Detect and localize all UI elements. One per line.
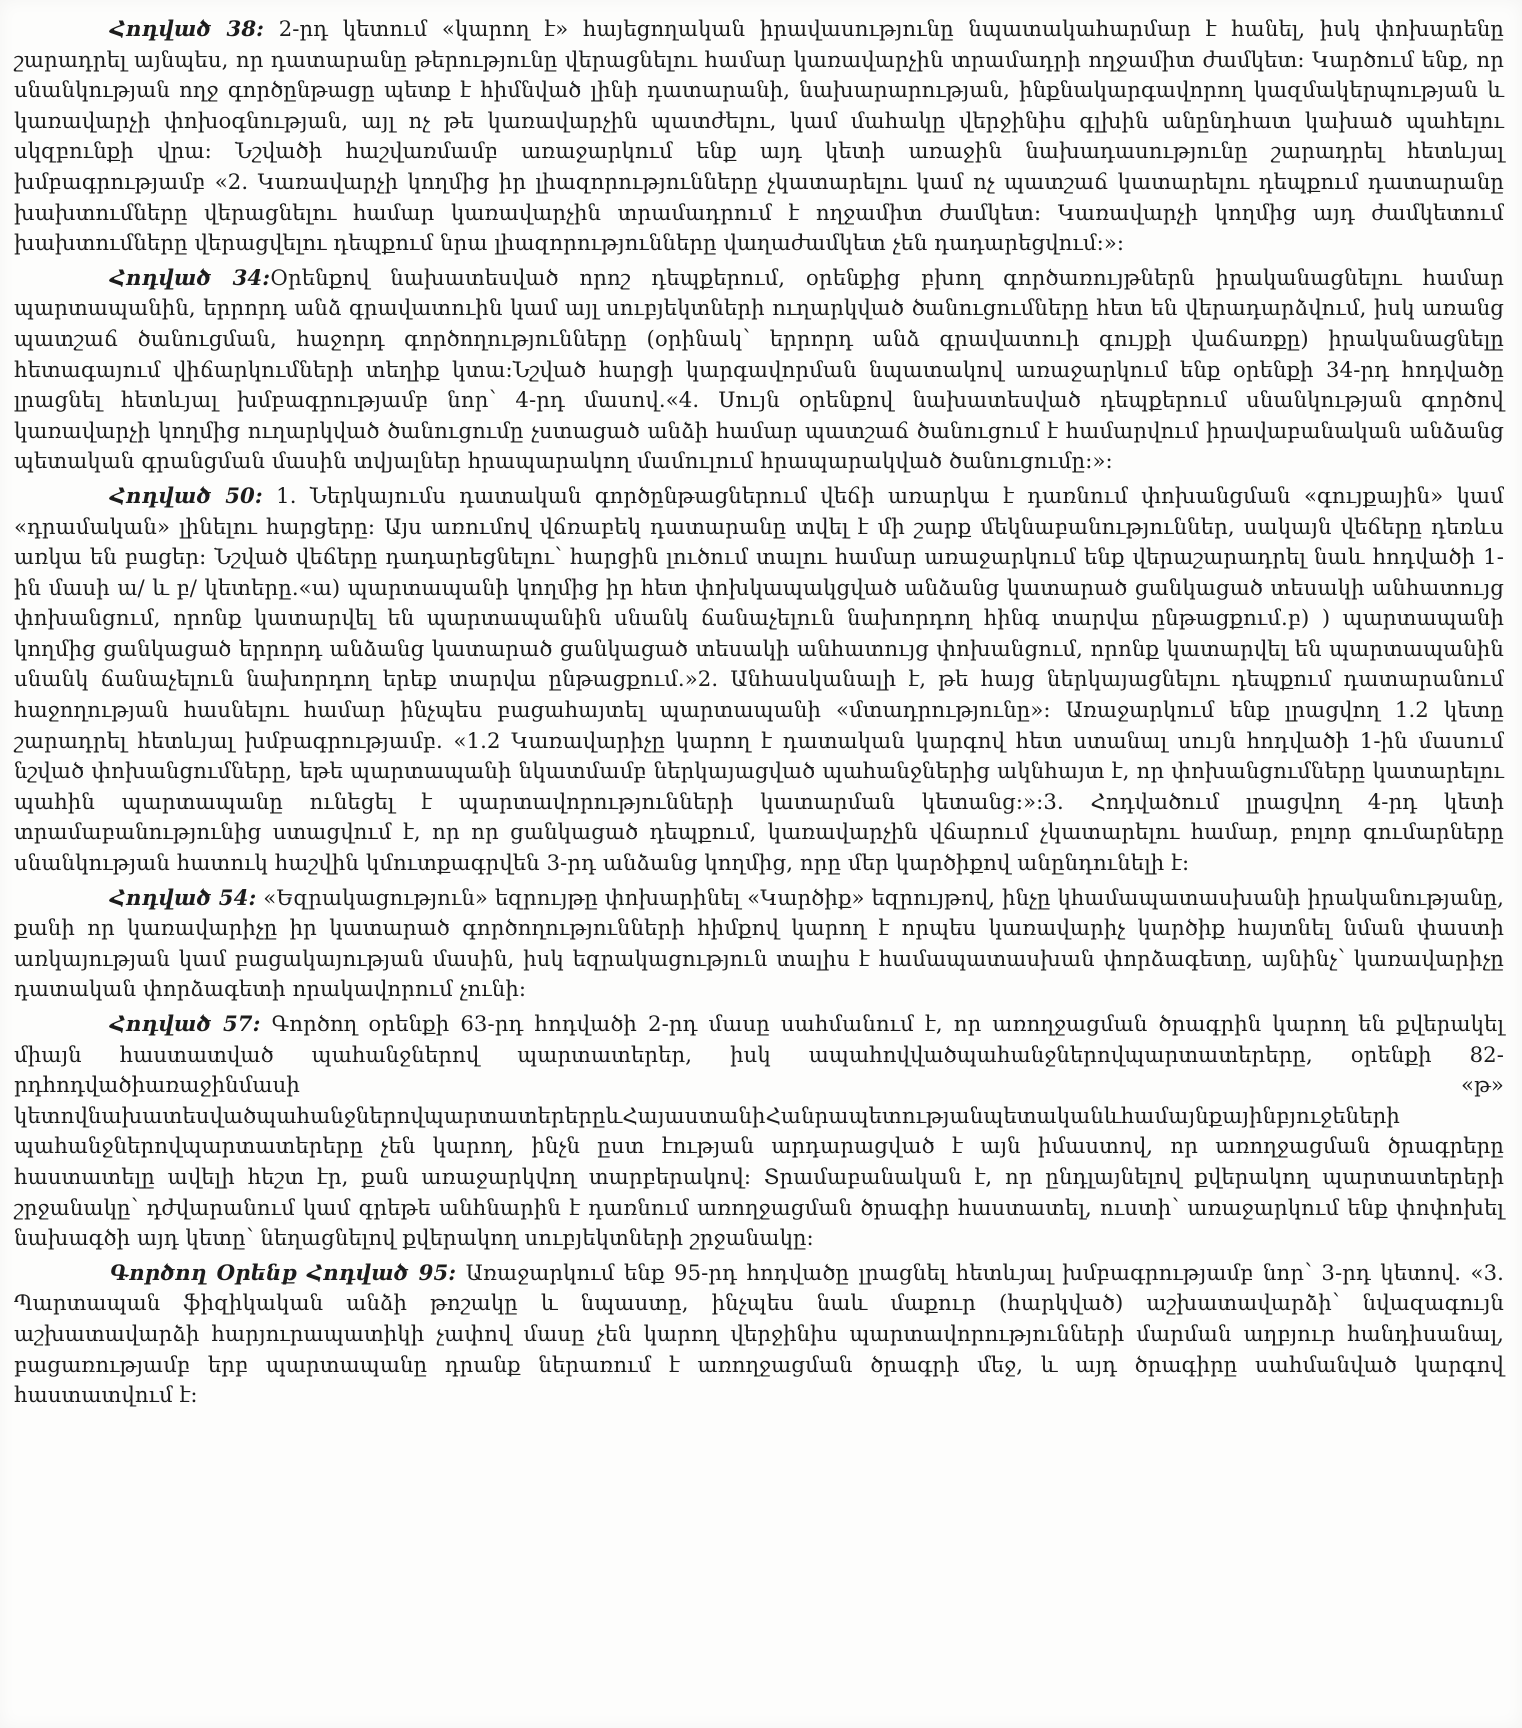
article-heading: Հոդված 54: bbox=[110, 884, 257, 910]
article-38 bbox=[14, 14, 1504, 259]
article-body: Առաջարկում ենք 95-րդ հոդվածը լրացնել հետևյալ խմբագրությամբ նոր՝ 3-րդ կետով. «3. Պարտապան ֆիզիկական անձի թոշակը և նպաստը, ինչպես նաև մաքուր (հարկված) աշխատավարձի՝ նվազագույն աշխատավարձի հարյուրապատիկի չափով մասը չեն կարող վերջինիս պարտավորությունների մարման աղբյուր հանդիսանալ, բացառությամբ երբ պարտապանը դրանք ներառում է առողջացման ծրագրի մեջ, և այդ ծրագիրը սահմանված կարգով հաստատվում է: bbox=[14, 1259, 1504, 1408]
article-54 bbox=[14, 883, 1504, 1005]
article-50 bbox=[14, 481, 1504, 879]
article-heading: Հոդված 34: bbox=[110, 264, 271, 290]
article-body: 2-րդ կետում «կարող է» հայեցողական իրավասությունը նպատակահարմար է հանել, իսկ փոխարենը շարադրել այնպես, որ դատարանը թերությունը վերացնելու համար կառավարչին տրամադրի ողջամիտ ժամկետ: Կարծում ենք, որ սնանկության ողջ գործընթացը պետք է հիմնված լինի դատարանի, նախարարության, ինքնակարգավորող կազմակերպության և կառավարչի փոխօգնության, այլ ոչ թե կառավարչին պատժելու, կամ մահակը վերջինիս գլխին անընդհատ կախած պահելու սկզբունքի վրա: Նշվածի հաշվառմամբ առաջարկում ենք այդ կետի առաջին նախադասությունը շարադրել հետևյալ խմբագրությամբ «2. Կառավարչի կողմից իր լիազորությունները չկատարելու կամ ոչ պատշաճ կատարելու դեպքում դատարանը խախտումները վերացնելու համար կառավարչին տրամադրում է ողջամիտ ժամկետ: Կառավարչի կողմից այդ ժամկետում խախտումները վերացվելու դեպքում նրա լիազորությունները վաղաժամկետ չեն դադարեցվում:»: bbox=[14, 16, 1505, 256]
article-34 bbox=[14, 263, 1504, 477]
document-body bbox=[14, 14, 1504, 1415]
article-body: Օրենքով նախատեսված որոշ դեպքերում, օրենքից բխող գործառույթներն իրականացնելու համար պարտապանին, երրորդ անձ գրավատուին կամ այլ սուբյեկտների ուղարկված ծանուցումները հետ են վերադարձվում, իսկ առանց պատշաճ ծանուցման, հաջորդ գործողությունները (օրինակ՝ երրորդ անձ գրավատուի գույքի վաճառքը) իրականացնելը հետագայում վիճարկումների տեղիք կտա:Նշված հարցի կարգավորման նպատակով առաջարկում ենք օրենքի 34-րդ հոդվածը լրացնել հետևյալ խմբագրությամբ նոր՝ 4-րդ մասով.«4. Սույն օրենքով նախատեսված դեպքերում սնանկության գործով կառավարչի կողմից ուղարկված ծանուցումը չստացած անձի համար պատշաճ ծանուցում է համարվում իրավաբանական անձանց պետական գրանցման մասին տվյալներ հրապարակող մամուլում հրապարակված ծանուցումը:»: bbox=[14, 264, 1505, 474]
article-heading: Գործող Օրենք Հոդված 95: bbox=[110, 1259, 457, 1285]
article-body: 1. Ներկայումս դատական գործընթացներում վեճի առարկա է դառնում փոխանցման «գույքային» կամ «դրամական» լինելու հարցերը: Այս առումով վճռաբեկ դատարանը տվել է մի շարք մեկնաբանություններ, սակայն վեճերը դեռևս առկա են բացեր: Նշված վեճերը դադարեցնելու՝ հարցին լուծում տալու համար առաջարկում ենք վերաշարադրել նաև հոդվածի 1-ին մասի ա/ և բ/ կետերը.«ա) պարտապանի կողմից իր հետ փոխկապակցված անձանց կատարած ցանկացած տեսակի անհատույց փոխանցում, որոնք կատարվել են պարտապանին սնանկ ճանաչելուն նախորդող հինգ տարվա ընթացքում.բ) ) պարտապանի կողմից ցանկացած երրորդ անձանց կատարած ցանկացած տեսակի անհատույց փոխանցում, որոնք կատարվել են պարտապանին սնանկ ճանաչելուն նախորդող երեք տարվա ընթացքում.»2. Անհասկանալի է, թե հայց ներկայացնելու դեպքում դատարանում հաջողության հասնելու համար ինչպես բացահայտել պարտապանի «մտադրությունը»: Առաջարկում ենք լրացվող 1.2 կետը շարադրել հետևյալ խմբագրությամբ. «1.2 Կառավարիչը կարող է դատական կարգով հետ ստանալ սույն հոդվածի 1-ին մասում նշված փոխանցումները, եթե պարտապանի նկատմամբ ներկայացված պահանջներից ակնհայտ է, որ փոխանցումները կատարելու պահին պարտապանը ունեցել է պարտավորությունների կատարման կետանց:»:3. Հոդվածում լրացվող 4-րդ կետի տրամաբանությունից ստացվում է, որ որ ցանկացած դեպքում, կառավարչին վճարում չկատարելու համար, բոլոր գումարները սնանկության հատուկ հաշվին կմուտքագրվեն 3-րդ անձանց կողմից, որը մեր կարծիքով անընդունելի է: bbox=[14, 482, 1504, 876]
article-heading: Հոդված 50: bbox=[110, 482, 263, 508]
article-heading: Հոդված 57: bbox=[110, 1011, 261, 1036]
article-heading: Հոդված 38: bbox=[110, 16, 265, 41]
article-57 bbox=[14, 1009, 1504, 1254]
article-body: «Եզրակացություն» եզրույթը փոխարինել «Կարծիք» եզրույթով, ինչը կհամապատասխանի իրականությանը, քանի որ կառավարիչը իր կատարած գործողությունների հիմքով կարող է որպես կառավարիչ կարծիք հայտնել նման փաստի առկայության կամ բացակայության մասին, իսկ եզրակացություն տալիս է համապատասխան փորձագետը, այնինչ՝ կառավարիչը դատական փորձագետի որակավորում չունի: bbox=[14, 884, 1505, 1002]
article-body: Գործող օրենքի 63-րդ հոդվածի 2-րդ մասը սահմանում է, որ առողջացման ծրագրին կարող են քվերակել միայն հաստատված պահանջներով պարտատերեր, իսկ ապահովվածպահանջներովպարտատերերը, օրենքի 82-րդհոդվածիառաջինմասի «թ» կետովնախատեսվածպահանջներովպարտատերերըևՀայաստանիՀանրապետությանպետականևհամայնքայինբյուջեների պահանջներովպարտատերերը չեն կարող, ինչն ըստ էության արդարացված է այն իմաստով, որ առողջացման ծրագրերը հաստատելը ավելի հեշտ էր, քան առաջարկվող տարբերակով: Տրամաբանական է, որ ընդլայնելով քվերակող պարտատերերի շրջանակը՝ դժվարանում կամ գրեթե անհնարին է դառնում առողջացման ծրագիր հաստատել, ուստի՝ առաջարկում ենք փոփոխել նախագծի այդ կետը՝ նեղացնելով քվերակող սուբյեկտների շրջանակը: bbox=[14, 1011, 1505, 1251]
article-95 bbox=[14, 1258, 1504, 1411]
